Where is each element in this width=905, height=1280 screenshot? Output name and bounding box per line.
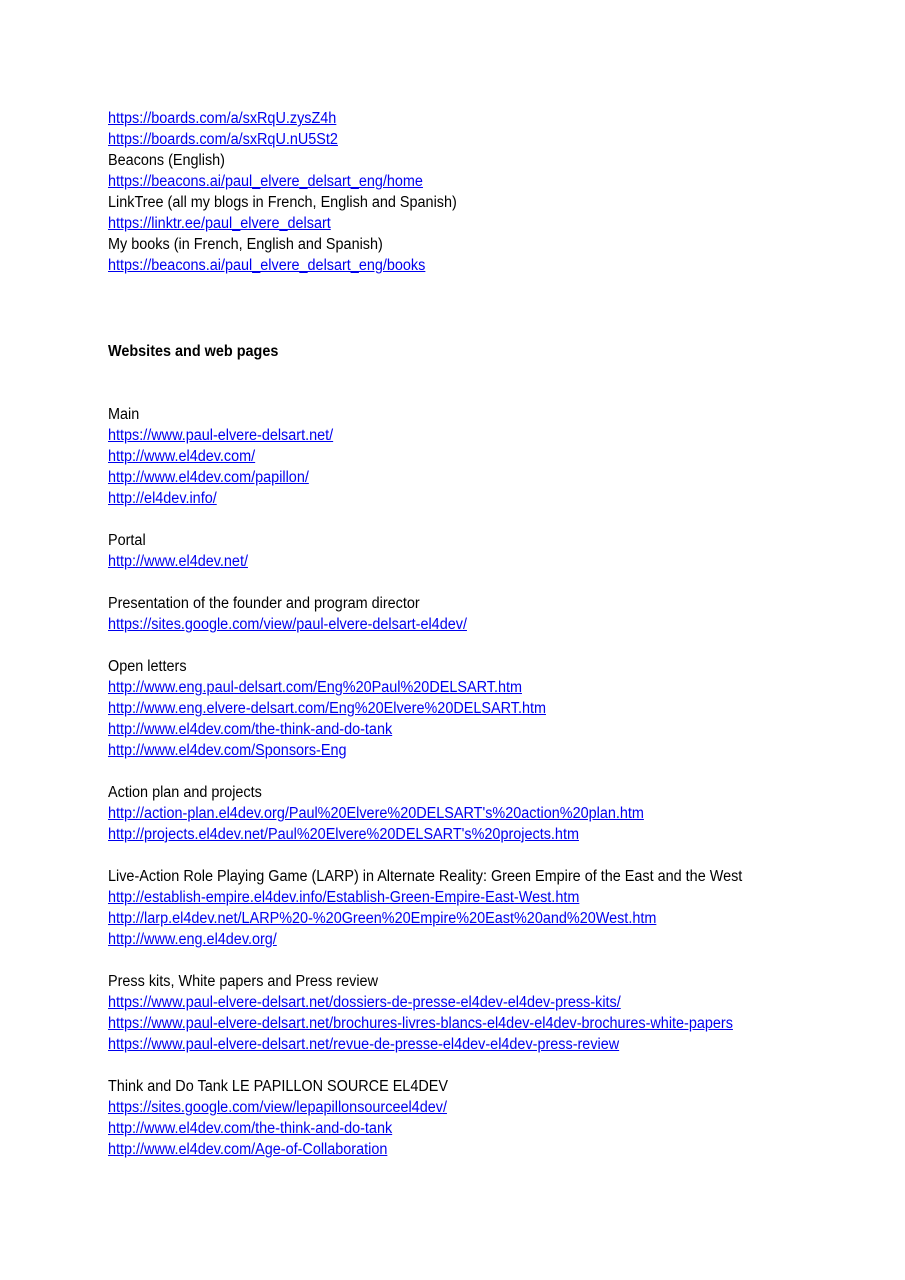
boards-link-2[interactable]: https://boards.com/a/sxRqU.nU5St2 [108, 131, 338, 148]
founder-link[interactable]: https://sites.google.com/view/paul-elvere-delsart-el4dev/ [108, 616, 467, 633]
action-plan-link[interactable]: http://projects.el4dev.net/Paul%20Elvere%20DELSART's%20projects.htm [108, 826, 579, 843]
group-action-plan-label: Action plan and projects [108, 784, 262, 801]
portal-link[interactable]: http://www.el4dev.net/ [108, 553, 248, 570]
press-link[interactable]: https://www.paul-elvere-delsart.net/dossiers-de-presse-el4dev-el4dev-press-kits/ [108, 994, 621, 1011]
open-letters-link[interactable]: http://www.el4dev.com/Sponsors-Eng [108, 742, 347, 759]
spacer [108, 635, 831, 656]
books-link[interactable]: https://beacons.ai/paul_elvere_delsart_eng/books [108, 257, 426, 274]
spacer [108, 1055, 831, 1076]
spacer [108, 362, 831, 404]
group-founder-label: Presentation of the founder and program director [108, 595, 420, 612]
section-title: Websites and web pages [108, 343, 279, 360]
spacer [108, 950, 831, 971]
group-larp-label: Live-Action Role Playing Game (LARP) in Alternate Reality: Green Empire of the East and the West [108, 868, 743, 885]
group-main-label: Main [108, 406, 140, 423]
think-tank-link[interactable]: https://sites.google.com/view/lepapillonsourceel4dev/ [108, 1099, 447, 1116]
larp-link[interactable]: http://larp.el4dev.net/LARP%20-%20Green%20Empire%20East%20and%20West.htm [108, 910, 657, 927]
group-press-label: Press kits, White papers and Press review [108, 973, 378, 990]
group-portal-label: Portal [108, 532, 146, 549]
spacer [108, 572, 831, 593]
spacer [108, 509, 831, 530]
open-letters-link[interactable]: http://www.eng.elvere-delsart.com/Eng%20Elvere%20DELSART.htm [108, 700, 547, 717]
document-page [108, 108, 831, 1160]
linktree-label: LinkTree (all my blogs in French, English and Spanish) [108, 194, 457, 211]
action-plan-link[interactable]: http://action-plan.el4dev.org/Paul%20Elvere%20DELSART's%20action%20plan.htm [108, 805, 644, 822]
think-tank-link[interactable]: http://www.el4dev.com/the-think-and-do-tank [108, 1120, 393, 1137]
spacer [108, 761, 831, 782]
open-letters-link[interactable]: http://www.eng.paul-delsart.com/Eng%20Paul%20DELSART.htm [108, 679, 522, 696]
main-link[interactable]: http://www.el4dev.com/ [108, 448, 256, 465]
think-tank-link[interactable]: http://www.el4dev.com/Age-of-Collaboration [108, 1141, 388, 1158]
main-link[interactable]: https://www.paul-elvere-delsart.net/ [108, 427, 334, 444]
open-letters-link[interactable]: http://www.el4dev.com/the-think-and-do-tank [108, 721, 393, 738]
books-label: My books (in French, English and Spanish) [108, 236, 383, 253]
linktree-link[interactable]: https://linktr.ee/paul_elvere_delsart [108, 215, 331, 232]
larp-link[interactable]: http://establish-empire.el4dev.info/Establish-Green-Empire-East-West.htm [108, 889, 580, 906]
spacer [108, 276, 831, 341]
boards-link-1[interactable]: https://boards.com/a/sxRqU.zysZ4h [108, 110, 337, 127]
larp-link[interactable]: http://www.eng.el4dev.org/ [108, 931, 277, 948]
group-open-letters-label: Open letters [108, 658, 187, 675]
spacer [108, 845, 831, 866]
beacons-label: Beacons (English) [108, 152, 225, 169]
main-link[interactable]: http://el4dev.info/ [108, 490, 217, 507]
press-link[interactable]: https://www.paul-elvere-delsart.net/brochures-livres-blancs-el4dev-el4dev-brochures-white-papers [108, 1015, 733, 1032]
main-link[interactable]: http://www.el4dev.com/papillon/ [108, 469, 309, 486]
beacons-link[interactable]: https://beacons.ai/paul_elvere_delsart_eng/home [108, 173, 423, 190]
group-think-tank-label: Think and Do Tank LE PAPILLON SOURCE EL4DEV [108, 1078, 448, 1095]
press-link[interactable]: https://www.paul-elvere-delsart.net/revue-de-presse-el4dev-el4dev-press-review [108, 1036, 620, 1053]
